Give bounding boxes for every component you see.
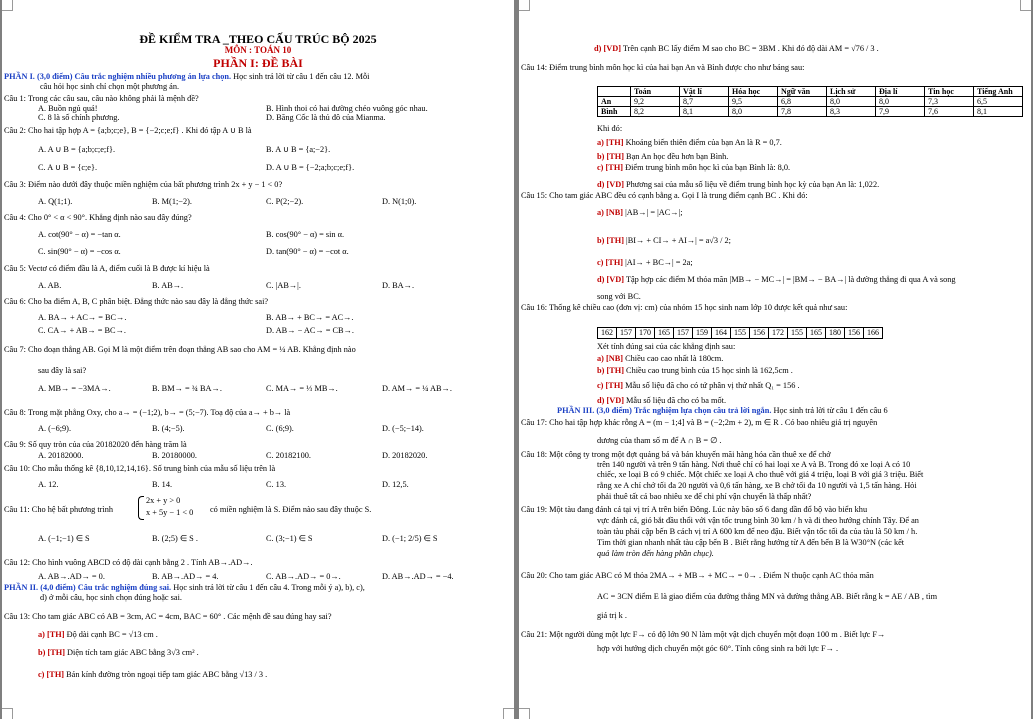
q2-option-b: B. A ∪ B = {a;−2}. — [266, 145, 331, 154]
question-9: Câu 9: Số quy tròn của của 20182020 đến hàng trăm là — [4, 440, 187, 449]
q10-option-a: A. 12. — [38, 480, 59, 489]
score-table-header — [598, 87, 1023, 97]
q13-statement-d: d) [VD] Trên cạnh BC lấy điểm M sao cho BC = 3BM . Khi đó độ dài AM = √76 / 3 . — [594, 44, 879, 53]
question-21: Câu 21: Một người dùng một lực F→ có độ lớn 90 N làm một vật dịch chuyển một đoạn 100 m . Biết lực F→ — [521, 630, 886, 639]
q13-statement-a: a) [TH] Độ dài cạnh BC = √13 cm . — [38, 630, 158, 639]
question-2: Câu 2: Cho hai tập hợp A = {a;b;c;e}, B = {−2;c;e;f} . Khi đó tập A ∪ B là — [4, 126, 252, 135]
q8-option-c: C. (6;9). — [266, 424, 294, 433]
exam-title: ĐỀ KIỂM TRA _THEO CẤU TRÚC BỘ 2025 — [139, 32, 377, 46]
score-table-cell: 6,5 — [974, 97, 1023, 107]
score-table-cell: 8,0 — [827, 97, 876, 107]
question-11: Câu 11: Cho hệ bất phương trình — [4, 505, 114, 514]
q16-statement-d: d) [VD] Mẫu số liệu đã cho có ba mốt. — [597, 396, 727, 405]
heights-table — [597, 327, 883, 339]
right-content — [519, 0, 1031, 719]
height-cell: 165 — [655, 328, 674, 339]
q5-option-b: B. AB→. — [152, 281, 184, 290]
question-17-cont: dương của tham số m để A ∩ B = ∅ . — [597, 436, 722, 445]
question-7-cont: sau đây là sai? — [38, 366, 87, 375]
question-1: Câu 1: Trong các câu sau, câu nào không phải là mệnh đề? — [4, 94, 199, 103]
q5-option-d: D. BA→. — [382, 281, 415, 290]
q2-option-d: D. A ∪ B = {−2;a;b;c;e;f}. — [266, 163, 355, 172]
q15-statement-b: b) [TH] |BI→ + CI→ + AI→| = a√3 / 2; — [597, 236, 731, 245]
question-18-cont-1: trên 140 người và trên 9 tấn hàng. Nơi thuê chỉ có hai loại xe A và B. Trong đó xe loại A có 10 — [597, 460, 911, 469]
q15-statement-a: a) [NB] |AB→| = |AC→|; — [597, 208, 683, 217]
q6-option-a: A. BA→ + AC→ = BC→. — [38, 313, 127, 322]
score-table-cell: 8,2 — [631, 107, 680, 117]
score-table-student-cell: Bình — [598, 107, 631, 117]
height-cell: 164 — [712, 328, 731, 339]
q12-option-d: D. AB→.AD→ = −4. — [382, 572, 454, 581]
height-cell: 170 — [636, 328, 655, 339]
score-table-row — [598, 97, 1023, 107]
q1-option-a: A. Buồn ngủ quá! — [38, 104, 98, 113]
question-8: Câu 8: Trong mặt phẳng Oxy, cho a→ = (−1;2), b→ = (5;−7). Toạ độ của a→ + b→ là — [4, 408, 291, 417]
question-20-cont-1: AC = 3CN điểm E là giao điểm của đường thẳng MN và đường thẳng AB. Biết rằng k = AE / AB , tìm — [597, 592, 938, 601]
score-table-cell: 6,8 — [778, 97, 827, 107]
question-17: Câu 17: Cho hai tập hợp khác rỗng A = (m − 1;4] và B = (−2;2m + 2), m ∈ R . Có bao nhiêu giá trị nguyên — [521, 418, 878, 427]
q4-option-b: B. cos(90° − α) = sin α. — [266, 230, 345, 239]
q9-option-d: D. 20182020. — [382, 451, 428, 460]
q9-option-c: C. 20182100. — [266, 451, 311, 460]
q11-system-brace — [138, 496, 144, 520]
question-18-cont-4: phải thuê tất cả bao nhiêu xe để chi phí vận chuyển là thấp nhất? — [597, 492, 812, 501]
score-table-header-cell: Tin học — [925, 87, 974, 97]
q3-option-c: C. P(2;−2). — [266, 197, 304, 206]
q16-statement-c: c) [TH] Mẫu số liệu đã cho có tứ phân vị thứ nhất Q₁ = 156 . — [597, 381, 800, 390]
score-table-header-cell: Địa lí — [876, 87, 925, 97]
score-table-cell: 9,5 — [729, 97, 778, 107]
q4-option-d: D. tan(90° − α) = −cot α. — [266, 247, 349, 256]
score-table-cell: 8,1 — [974, 107, 1023, 117]
score-table-cell: 7,8 — [778, 107, 827, 117]
q9-option-b: B. 20180000. — [152, 451, 197, 460]
score-table-cell: 7,9 — [876, 107, 925, 117]
q7-option-c: C. MA→ = ⅓ MB→. — [266, 384, 338, 393]
question-11-end: có miền nghiệm là S. Điểm nào sau đây thuộc S. — [210, 505, 372, 514]
part1-header-cont: câu hỏi học sinh chỉ chọn một phương án. — [40, 82, 180, 91]
q7-option-d: D. AM→ = ¼ AB→. — [382, 384, 452, 393]
q11-system-eq1: 2x + y > 0 — [146, 496, 181, 505]
q12-option-a: A. AB→.AD→ = 0. — [38, 572, 105, 581]
q6-option-b: B. AB→ + BC→ = AC→. — [266, 313, 354, 322]
height-cell: 156 — [845, 328, 864, 339]
question-20-cont-2: giá trị k . — [597, 611, 627, 620]
q16-statement-a: a) [NB] Chiều cao cao nhất là 180cm. — [597, 354, 724, 363]
q6-option-c: C. CA→ + AB→ = BC→. — [38, 326, 126, 335]
height-cell: 156 — [750, 328, 769, 339]
q8-option-d: D. (−5;−14). — [382, 424, 424, 433]
part-heading: PHẦN I: ĐỀ BÀI — [213, 56, 303, 70]
score-table-header-cell: Hóa học — [729, 87, 778, 97]
q11-option-a: A. (−1;−1) ∈ S — [38, 534, 90, 543]
part3-header: PHẦN III. (3,0 điểm) Trắc nghiệm lựa chọn câu trả lời ngắn. Học sinh trả lời từ câu 1 đến câu 6 — [557, 406, 888, 415]
question-20: Câu 20: Cho tam giác ABC có M thỏa 2MA→ + MB→ + MC→ = 0→ . Điểm N thuộc cạnh AC thỏa mãn — [521, 571, 874, 580]
part1-header: PHẦN I. (3,0 điểm) Câu trắc nghiệm nhiều phương án lựa chọn. Học sinh trả lời từ câu 1 đến câu 12. Mỗi — [4, 72, 370, 81]
q14-statement-a: a) [TH] Khoảng biến thiên điểm của bạn An là R = 0,7. — [597, 138, 782, 147]
question-10: Câu 10: Cho mẫu thống kê {8,10,12,14,16}. Số trung bình của mẫu số liệu trên là — [4, 464, 276, 473]
question-6: Câu 6: Cho ba điểm A, B, C phân biệt. Đẳng thức nào sau đây là đẳng thức sai? — [4, 297, 269, 306]
q1-option-c: C. 8 là số chính phương. — [38, 113, 120, 122]
q11-system-eq2: x + 5y − 1 < 0 — [146, 508, 194, 517]
question-3: Câu 3: Điểm nào dưới đây thuộc miền nghiệm của bất phương trình 2x + y − 1 < 0? — [4, 180, 283, 189]
question-7: Câu 7: Cho đoạn thẳng AB. Gọi M là một điểm trên đoạn thẳng AB sao cho AM = ¼ AB. Khẳng định nào — [4, 345, 356, 354]
height-cell: 155 — [731, 328, 750, 339]
height-cell: 157 — [674, 328, 693, 339]
question-18-cont-2: chiếc, xe loại B có 9 chiếc. Một chiếc xe loại A cho thuê với giá 4 triệu, loại B với giá 3 triệu. Biết — [597, 470, 924, 479]
part2-header-cont: d) ở mỗi câu, học sinh chọn đúng hoặc sai. — [40, 593, 182, 602]
question-13: Câu 13: Cho tam giác ABC có AB = 3cm, AC = 4cm, BAC = 60° . Các mệnh đề sau đúng hay sai? — [4, 612, 332, 621]
q5-option-a: A. AB. — [38, 281, 62, 290]
question-18: Câu 18: Một công ty trong một đợt quảng bá và bán khuyến mãi hàng hóa cần thuê xe để chở — [521, 450, 831, 459]
q9-option-a: A. 20182000. — [38, 451, 84, 460]
question-5: Câu 5: Vectơ có điểm đầu là A, điểm cuối là B được kí hiệu là — [4, 264, 210, 273]
score-table-header-cell: Ngữ văn — [778, 87, 827, 97]
q11-option-c: C. (3;−1) ∈ S — [266, 534, 313, 543]
height-cell: 162 — [598, 328, 617, 339]
score-table-cell: 8,1 — [680, 107, 729, 117]
score-table-cell: 8,7 — [680, 97, 729, 107]
q15-statement-d: d) [VD] Tập hợp các điểm M thỏa mãn |MB→ − MC→| = |BM→ − BA→| là đường thẳng đi qua A và song — [597, 275, 956, 284]
q10-option-c: C. 13. — [266, 480, 287, 489]
score-table-student-cell: An — [598, 97, 631, 107]
left-content — [2, 0, 514, 719]
question-19: Câu 19: Một tàu đang đánh cá tại vị trí A trên biển Đông. Lúc này bão số 6 đang dần đổ bộ vào biển khu — [521, 505, 868, 514]
q12-option-b: B. AB→.AD→ = 4. — [152, 572, 219, 581]
height-cell: 172 — [769, 328, 788, 339]
q15-statement-c: c) [TH] |AI→ + BC→| = 2a; — [597, 258, 693, 267]
question-14: Câu 14: Điểm trung bình môn học kì của hai bạn An và Bình được cho như bảng sau: — [521, 63, 805, 72]
right-page — [519, 0, 1031, 719]
q2-option-a: A. A ∪ B = {a;b;c;e;f}. — [38, 145, 116, 154]
q1-option-b: B. Hình thoi có hai đường chéo vuông góc nhau. — [266, 104, 428, 113]
question-15: Câu 15: Cho tam giác ABC đều có cạnh bằng a. Gọi I là trung điểm cạnh BC . Khi đó: — [521, 191, 808, 200]
score-table-cell: 8,0 — [729, 107, 778, 117]
score-table-cell: 7,3 — [925, 97, 974, 107]
question-19-cont-1: vực đánh cá, gió bắt đầu thổi với vận tốc trung bình 30 km / h và đi theo hướng chính Tây. Để an — [597, 516, 919, 525]
q1-option-d: D. Băng Cốc là thủ đô của Mianma. — [266, 113, 386, 122]
question-16: Câu 16: Thống kê chiều cao (đơn vị: cm) của nhóm 15 học sinh nam lớp 10 được kết quả như sau: — [521, 303, 848, 312]
height-cell: 157 — [617, 328, 636, 339]
q5-option-c: C. |AB→|. — [266, 281, 301, 290]
q16-intro: Xét tính đúng sai của các khẳng định sau: — [597, 342, 736, 351]
height-cell: 155 — [788, 328, 807, 339]
q4-option-a: A. cot(90° − α) = −tan α. — [38, 230, 121, 239]
q14-statement-b: b) [TH] Bạn An học đều hơn bạn Bình. — [597, 152, 729, 161]
exam-subject: MÔN : TOÁN 10 — [224, 45, 292, 55]
height-cell: 180 — [826, 328, 845, 339]
q6-option-d: D. AB→ − AC→ = CB→. — [266, 326, 354, 335]
q12-option-c: C. AB→.AD→ = 0→. — [266, 572, 341, 581]
q3-option-b: B. M(1;−2). — [152, 197, 192, 206]
score-table-cell: 7,6 — [925, 107, 974, 117]
question-19-cont-4: quả làm tròn đến hàng phần chục). — [597, 549, 714, 558]
score-table — [597, 86, 1023, 117]
score-table-header-cell: Toán — [631, 87, 680, 97]
question-18-cont-3: rằng xe A chỉ chở tối đa 20 người và 0,6 tấn hàng, xe B chở tối đa 10 người và 1,5 tấn hàng. Hỏi — [597, 481, 917, 490]
q11-option-b: B. (2;5) ∈ S . — [152, 534, 198, 543]
score-table-header-cell: Lịch sử — [827, 87, 876, 97]
score-table-cell: 9,2 — [631, 97, 680, 107]
height-cell: 165 — [807, 328, 826, 339]
q16-statement-b: b) [TH] Chiều cao trung bình của 15 học sinh là 162,5cm . — [597, 366, 793, 375]
question-12: Câu 12: Cho hình vuông ABCD có độ dài cạnh bằng 2 . Tính AB→.AD→. — [4, 558, 253, 567]
q7-option-b: B. BM→ = ¾ BA→. — [152, 384, 222, 393]
score-table-header-cell: Vật lí — [680, 87, 729, 97]
question-19-cont-3: Tìm thời gian nhanh nhất tàu cập bến B . Biết rằng hướng từ A đến bến B là W30°N (các kết — [597, 538, 905, 547]
q14-statement-c: c) [TH] Điểm trung bình môn học kì của bạn Bình là: 8,0. — [597, 163, 791, 172]
q7-option-a: A. MB→ = −3MA→. — [38, 384, 111, 393]
score-table-cell: 8,0 — [876, 97, 925, 107]
q15-statement-d-cont: song với BC. — [597, 292, 641, 301]
q14-statement-d: d) [VD] Phương sai của mẫu số liệu về điểm trung bình học kỳ của bạn An là: 1,022. — [597, 180, 880, 189]
score-table-header-cell — [598, 87, 631, 97]
q10-option-d: D. 12,5. — [382, 480, 409, 489]
q11-option-d: D. (−1; 2/5) ∈ S — [382, 534, 438, 543]
q3-option-a: A. Q(1;1). — [38, 197, 73, 206]
question-4: Câu 4: Cho 0° < α < 90°. Khẳng định nào sau đây đúng? — [4, 213, 192, 222]
question-21-cont: hợp với hướng dịch chuyển một góc 60°. Tính công sinh ra bởi lực F→ . — [597, 644, 839, 653]
score-table-row — [598, 107, 1023, 117]
part2-header: PHẦN II. (4,0 điểm) Câu trắc nghiệm đúng sai. Học sinh trả lời từ câu 1 đến câu 4. Trong mỗi ý a), b), c), — [4, 583, 365, 592]
q4-option-c: C. sin(90° − α) = −cos α. — [38, 247, 121, 256]
q2-option-c: C. A ∪ B = {c;e}. — [38, 163, 98, 172]
height-cell: 159 — [693, 328, 712, 339]
khi-do-label: Khi đó: — [597, 124, 623, 133]
q10-option-b: B. 14. — [152, 480, 173, 489]
q3-option-d: D. N(1;0). — [382, 197, 417, 206]
q13-statement-b: b) [TH] Diện tích tam giác ABC bằng 3√3 cm² . — [38, 648, 199, 657]
q8-option-b: B. (4;−5). — [152, 424, 185, 433]
score-table-cell: 8,3 — [827, 107, 876, 117]
question-19-cont-2: toàn tàu phải cập bến B cách vị trí A 600 km để neo đậu. Biết vận tốc tối đa của tàu là 50 km / h. — [597, 527, 918, 536]
q13-statement-c: c) [TH] Bán kính đường tròn ngoại tiếp tam giác ABC bằng √13 / 3 . — [38, 670, 268, 679]
q8-option-a: A. (−6;9). — [38, 424, 72, 433]
left-page — [2, 0, 514, 719]
height-cell: 166 — [864, 328, 883, 339]
score-table-header-cell: Tiếng Anh — [974, 87, 1023, 97]
